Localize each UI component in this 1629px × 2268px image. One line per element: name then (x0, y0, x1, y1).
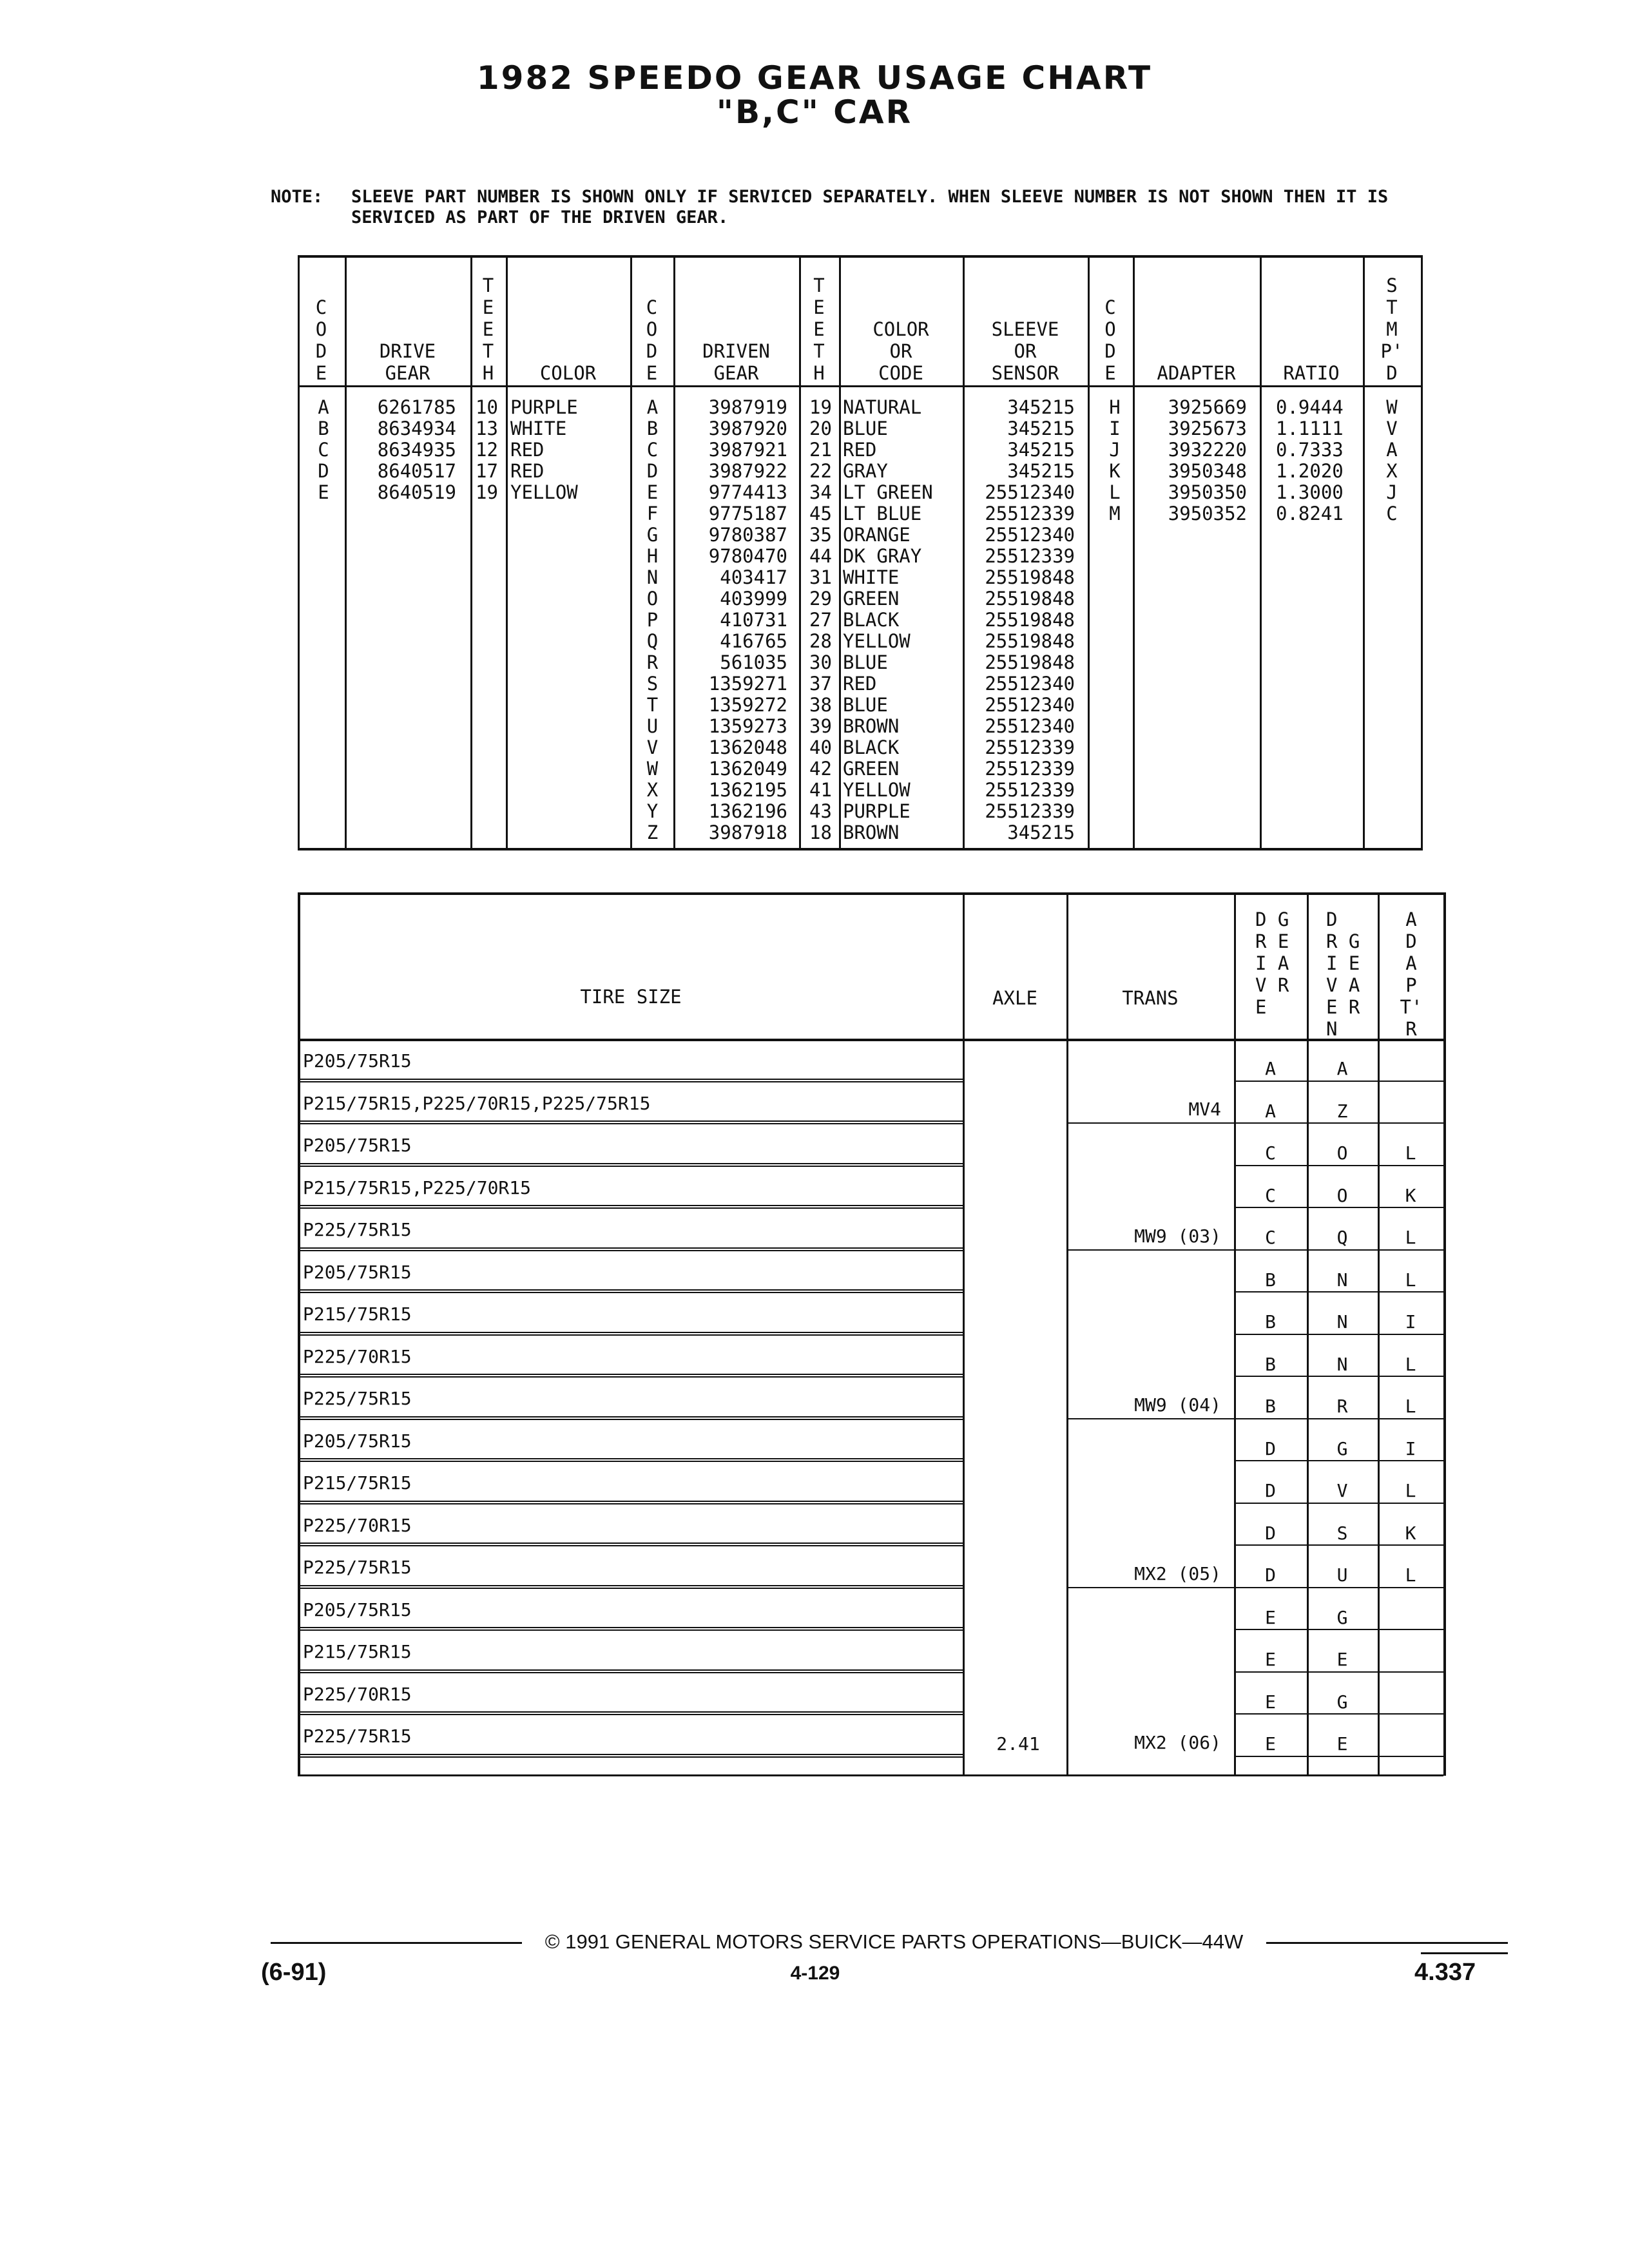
header-adapter: A D A P T' R (1400, 908, 1423, 1040)
header-trans: TRANS (1122, 987, 1179, 1009)
gear-header-teeth: T E E T H (482, 274, 494, 384)
drive-gear-cell: D (1265, 1480, 1276, 1501)
adapter-cell: L (1405, 1564, 1416, 1586)
trans-code-cell: MX2 (05) (1134, 1562, 1221, 1584)
usage-table-line (1234, 1207, 1443, 1208)
trans-code-cell: MW9 (03) (1134, 1225, 1221, 1247)
header-tire-size: TIRE SIZE (580, 986, 682, 1008)
footer-copyright: © 1991 GENERAL MOTORS SERVICE PARTS OPERATIONS—BUICK—44W (545, 1930, 1244, 1953)
drive-gear-column: 6261785 8634934 8634935 8640517 8640519 (377, 396, 456, 503)
adapter-cell: L (1405, 1142, 1416, 1164)
axle-value: 2.41 (996, 1733, 1040, 1754)
drive-teeth-column: 10 13 12 17 19 (476, 396, 498, 503)
usage-table-line (298, 1039, 1443, 1041)
usage-table-line (298, 1501, 963, 1502)
gear-table-vline (506, 255, 508, 850)
usage-table-line (298, 1120, 963, 1122)
tire-size-cell: P205/75R15 (303, 1135, 412, 1156)
adapter-cell: L (1405, 1353, 1416, 1375)
usage-table-line (298, 1247, 963, 1249)
tire-size-cell: P225/75R15 (303, 1557, 412, 1578)
usage-table-line (298, 1754, 963, 1755)
driven-gear-cell: E (1336, 1733, 1348, 1754)
usage-table-line (1234, 1334, 1443, 1335)
drive-gear-cell: D (1265, 1564, 1276, 1586)
driven-gear-cell: O (1336, 1142, 1348, 1164)
usage-table-line (1066, 1418, 1234, 1419)
drive-gear-cell: C (1265, 1184, 1276, 1206)
driven-gear-column: 3987919 3987920 3987921 3987922 9774413 9775187 9780387 9780470 403417 403999 410731 416765 561035 1359271 1359272 1359273 1362048 1362049 1362195 1362196 3987918 (708, 396, 787, 843)
gear-table-vline (1260, 255, 1262, 850)
tire-size-cell: P225/70R15 (303, 1345, 412, 1367)
tire-size-cell: P215/75R15 (303, 1303, 412, 1325)
usage-table-line (1234, 1544, 1443, 1546)
gear-header-sleeve-or-sensor: SLEEVE OR SENSOR (991, 318, 1059, 384)
gear-header-color: COLOR (539, 362, 597, 384)
usage-table-line (298, 1289, 963, 1291)
adapter-cell: L (1405, 1269, 1416, 1291)
usage-table-line (298, 1334, 963, 1336)
tire-size-cell: P205/75R15 (303, 1430, 412, 1452)
gear-header-adapter: ADAPTER (1157, 362, 1236, 384)
usage-table-line (298, 1714, 963, 1715)
usage-table-line (963, 892, 965, 1776)
usage-table-line (298, 1416, 963, 1418)
drive-gear-cell: C (1265, 1142, 1276, 1164)
page-subtitle: "B,C" CAR (716, 93, 913, 131)
usage-table-line (298, 1166, 963, 1167)
usage-table-line (1066, 1249, 1234, 1251)
driven-color-column: NATURAL BLUE RED GRAY LT GREEN LT BLUE ORANGE DK GRAY WHITE GREEN BLACK YELLOW BLUE RED BLUE BROWN BLACK GREEN YELLOW PURPLE BROWN (843, 396, 933, 843)
usage-table-line (1234, 1081, 1443, 1082)
drive-gear-cell: D (1265, 1522, 1276, 1544)
drive-gear-cell: C (1265, 1227, 1276, 1248)
usage-table-line (298, 1079, 963, 1080)
driven-gear-cell: A (1336, 1058, 1348, 1079)
note-line-2: SERVICED AS PART OF THE DRIVEN GEAR. (351, 207, 729, 227)
usage-table-line (298, 1458, 963, 1459)
tire-size-cell: P215/75R15,P225/70R15 (303, 1177, 532, 1198)
gear-header-drive-gear: DRIVE GEAR (379, 340, 436, 384)
usage-table-line (298, 1205, 963, 1206)
tire-size-cell: P225/75R15 (303, 1388, 412, 1409)
usage-table-line (1234, 1165, 1443, 1166)
tire-size-cell: P225/70R15 (303, 1514, 412, 1536)
header-driven-gear: D R G I E V A E R N (1326, 908, 1360, 1040)
gear-header-color-or-code: COLOR OR CODE (872, 318, 929, 384)
header-drive-gear: D G R E I A V R E (1255, 908, 1289, 1018)
driven-code-column: A B C D E F G H N O P Q R S T U V W X Y Z (646, 396, 659, 843)
usage-table-line (1234, 1713, 1443, 1715)
usage-table-line (298, 1756, 963, 1758)
drive-gear-cell: E (1265, 1649, 1276, 1670)
gear-header-code: C O D E (1104, 296, 1116, 384)
driven-teeth-column: 19 20 21 22 34 45 35 44 31 29 27 28 30 37 38 39 40 42 41 43 18 (809, 396, 832, 843)
usage-table-line (298, 1461, 963, 1462)
gear-table-vline (1133, 255, 1135, 850)
usage-table-line (1234, 1418, 1443, 1419)
driven-gear-cell: N (1336, 1353, 1348, 1375)
adapter-cell: I (1405, 1437, 1416, 1459)
driven-gear-cell: E (1336, 1649, 1348, 1670)
driven-gear-cell: O (1336, 1184, 1348, 1206)
adapter-column: 3925669 3925673 3932220 3950348 3950350 3950352 (1168, 396, 1247, 524)
tire-size-cell: P225/75R15 (303, 1219, 412, 1240)
driven-gear-cell: G (1336, 1691, 1348, 1713)
adapter-cell: K (1405, 1522, 1416, 1544)
driven-gear-cell: U (1336, 1564, 1348, 1586)
tire-size-cell: P225/75R15 (303, 1725, 412, 1747)
usage-table-line (1234, 1587, 1443, 1588)
driven-gear-cell: G (1336, 1437, 1348, 1459)
gear-header-driven-gear: DRIVEN GEAR (702, 340, 770, 384)
gear-table-vline (1421, 255, 1423, 850)
footer-date: (6-91) (261, 1959, 327, 1986)
usage-table-line (298, 1332, 963, 1333)
trans-code-cell: MX2 (06) (1134, 1731, 1221, 1753)
usage-table-line (1234, 1460, 1443, 1461)
usage-table-line (1234, 1291, 1443, 1293)
driven-gear-cell: Q (1336, 1227, 1348, 1248)
tire-size-cell: P215/75R15,P225/70R15,P225/75R15 (303, 1092, 651, 1114)
adapter-cell: L (1405, 1480, 1416, 1501)
usage-table-line (1066, 892, 1068, 1776)
sleeve-column: 345215 345215 345215 345215 25512340 25512339 25512340 25512339 25519848 25519848 25519848 25519848 25519848 25512340 25512340 25512340 25512339 25512339 25512339 25512339 345215 (985, 396, 1075, 843)
drive-color-column: PURPLE WHITE RED RED YELLOW (510, 396, 578, 503)
usage-table-line (298, 1585, 963, 1586)
tire-size-cell: P215/75R15 (303, 1472, 412, 1494)
drive-gear-cell: E (1265, 1606, 1276, 1628)
note-label: NOTE: (271, 187, 323, 207)
usage-table-line (298, 1627, 963, 1628)
driven-gear-cell: N (1336, 1311, 1348, 1332)
drive-gear-cell: E (1265, 1691, 1276, 1713)
drive-gear-cell: B (1265, 1353, 1276, 1375)
usage-table-line (1234, 1249, 1443, 1251)
tire-size-cell: P205/75R15 (303, 1599, 412, 1620)
driven-gear-cell: N (1336, 1269, 1348, 1291)
footer-page-number: 4-129 (790, 1963, 840, 1984)
adapter-cell: L (1405, 1396, 1416, 1417)
adapter-cell: L (1405, 1227, 1416, 1248)
tire-size-cell: P205/75R15 (303, 1050, 412, 1072)
driven-gear-cell: V (1336, 1480, 1348, 1501)
usage-table-line (298, 1672, 963, 1673)
drive-gear-cell: B (1265, 1396, 1276, 1417)
gear-header-code: C O D E (646, 296, 658, 384)
usage-table-line (1234, 1629, 1443, 1630)
driven-gear-cell: R (1336, 1396, 1348, 1417)
usage-table-line (298, 1292, 963, 1293)
usage-table-line (1234, 1376, 1443, 1377)
usage-table-line (298, 1711, 963, 1713)
drive-gear-cell: A (1265, 1100, 1276, 1122)
adapter-code-column: H I J K L M (1109, 396, 1121, 524)
usage-table-line (298, 1503, 963, 1504)
drive-gear-cell: B (1265, 1269, 1276, 1291)
usage-table-line (1066, 1122, 1234, 1124)
usage-table-line (298, 1163, 963, 1164)
usage-table-line (298, 1774, 1443, 1776)
usage-table-line (1443, 892, 1446, 1776)
usage-table-line (298, 1629, 963, 1631)
usage-table-line (298, 1376, 963, 1378)
driven-gear-cell: G (1336, 1606, 1348, 1628)
page-title: 1982 SPEEDO GEAR USAGE CHART (476, 59, 1153, 97)
drive-gear-cell: D (1265, 1437, 1276, 1459)
drive-gear-cell: B (1265, 1311, 1276, 1332)
adapter-cell: K (1405, 1184, 1416, 1206)
usage-table-line (298, 1542, 963, 1544)
footer-section-number: 4.337 (1414, 1959, 1476, 1986)
usage-table-line (1066, 1587, 1234, 1588)
usage-table-line (298, 1250, 963, 1251)
drive-gear-cell: A (1265, 1058, 1276, 1079)
ratio-column: 0.9444 1.1111 0.7333 1.2020 1.3000 0.8241 (1276, 396, 1344, 524)
trans-code-cell: MV4 (1188, 1099, 1221, 1120)
usage-table-line (1234, 1122, 1443, 1124)
gear-header-ratio: RATIO (1283, 362, 1340, 384)
drive-code-column: A B C D E (318, 396, 329, 503)
gear-header-stmpd: S T M P' D (1380, 274, 1403, 384)
stmpd-column: W V A X J C (1386, 396, 1398, 524)
tire-size-cell: P215/75R15 (303, 1641, 412, 1662)
usage-table-line (298, 1669, 963, 1671)
usage-table-line (298, 1123, 963, 1124)
usage-table-line (298, 1545, 963, 1546)
trans-code-cell: MW9 (04) (1134, 1394, 1221, 1416)
usage-table-line (298, 1588, 963, 1589)
drive-gear-cell: E (1265, 1733, 1276, 1754)
usage-table-line (298, 1374, 963, 1375)
tire-size-cell: P225/70R15 (303, 1683, 412, 1705)
tire-size-cell: P205/75R15 (303, 1261, 412, 1283)
usage-table-line (298, 1419, 963, 1420)
header-axle: AXLE (992, 987, 1037, 1009)
usage-table-line (298, 1207, 963, 1209)
usage-table-line (298, 892, 1443, 895)
usage-table-line (1234, 1503, 1443, 1504)
gear-header-code: C O D E (315, 296, 327, 384)
adapter-cell: I (1405, 1311, 1416, 1332)
gear-header-teeth: T E E T H (813, 274, 825, 384)
usage-table-line (298, 1081, 963, 1082)
usage-table-line (1234, 1671, 1443, 1673)
driven-gear-cell: Z (1336, 1100, 1348, 1122)
driven-gear-cell: S (1336, 1522, 1348, 1544)
usage-table-line (1234, 1756, 1443, 1757)
note-line-1: SLEEVE PART NUMBER IS SHOWN ONLY IF SERVICED SEPARATELY. WHEN SLEEVE NUMBER IS NOT SHOWN THEN IT IS (351, 187, 1389, 207)
